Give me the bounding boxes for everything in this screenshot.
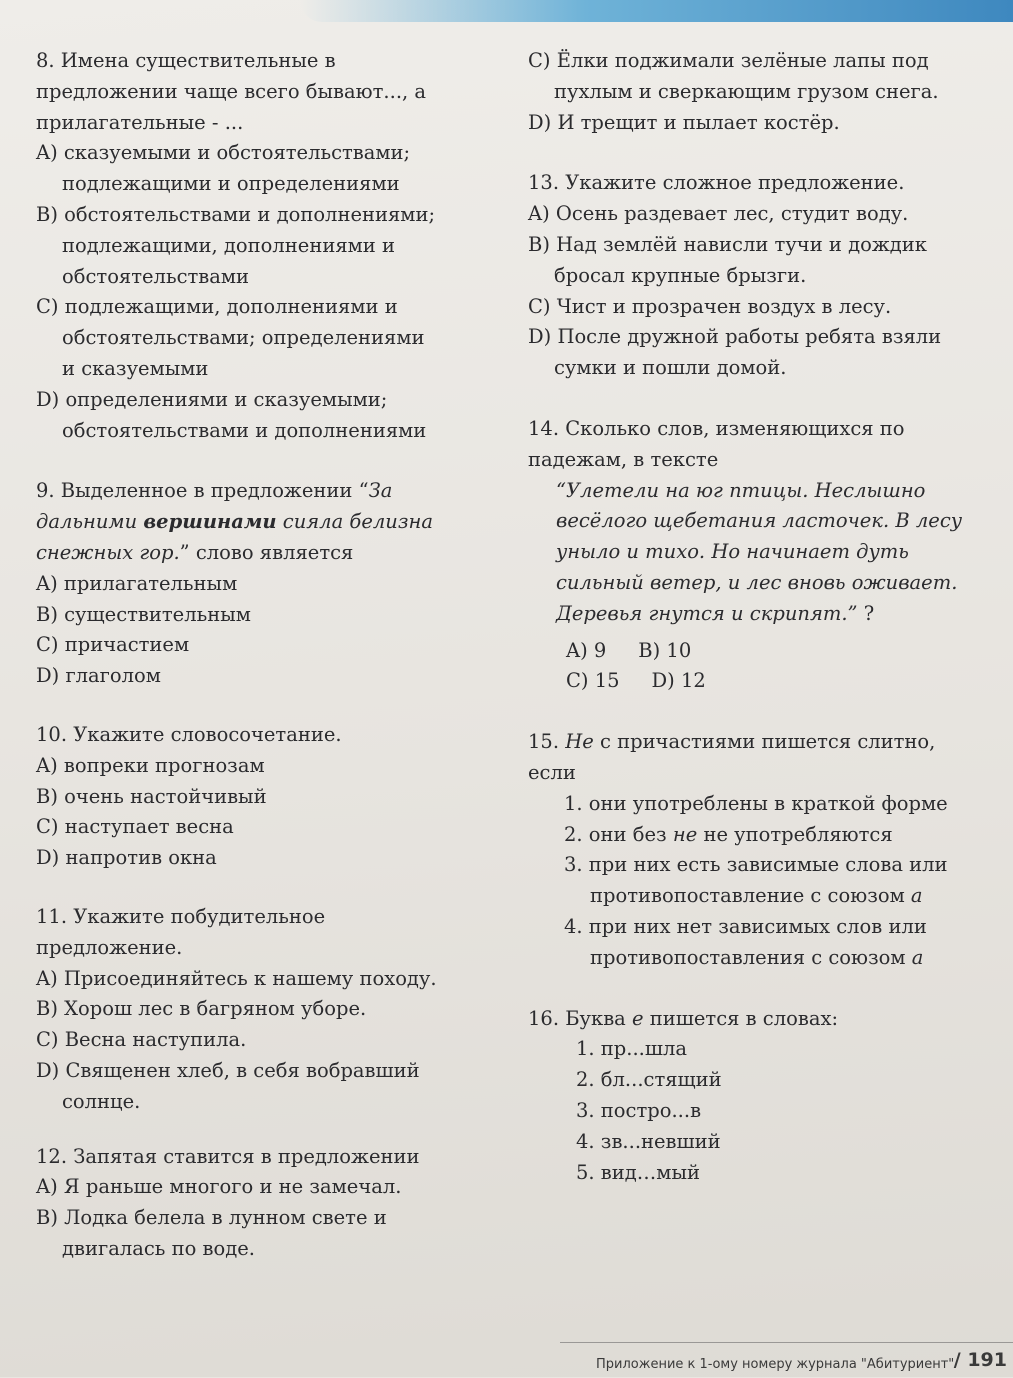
option-10d: D) напротив окна [36, 846, 217, 870]
option-13b: B) Над землёй нависли тучи и дождик бросал крупные брызги. [528, 232, 927, 287]
question-11 [36, 902, 476, 1118]
question-12-title: 12. Запятая ставится в предложении [36, 1144, 420, 1168]
left-column [36, 46, 476, 1287]
option-9a: A) прилагательным [36, 571, 238, 595]
question-12 [36, 1142, 476, 1265]
option-9c: C) причастием [36, 633, 190, 657]
option-14d: D) 12 [651, 669, 706, 693]
option-10b: B) очень настойчивый [36, 784, 267, 808]
option-16-5: 5. вид…мый [576, 1160, 700, 1184]
question-16-title: 16. Буква е пишется в словах: [528, 1006, 839, 1030]
question-13 [528, 168, 978, 384]
footer-text: Приложение к 1-ому номеру журнала "Абитуриент" [596, 1357, 955, 1372]
option-8a: A) сказуемыми и обстоятельствами; подлежащими и определениями [36, 141, 411, 196]
option-13a: A) Осень раздевает лес, студит воду. [528, 202, 909, 226]
option-10a: A) вопреки прогнозам [36, 753, 265, 777]
option-12d: D) И трещит и пылает костёр. [528, 110, 840, 134]
option-8b: B) обстоятельствами и дополнениями; подлежащими, дополнениями и обстоятельствами [36, 202, 436, 288]
question-11-title: 11. Укажите побудительное предложение. [36, 904, 326, 959]
option-12b: B) Лодка белела в лунном свете и двигалась по воде. [36, 1206, 387, 1260]
question-14 [528, 414, 978, 697]
question-8-title: 8. Имена существительные в предложении чаще всего бывают..., а прилагательные - ... [36, 49, 427, 134]
option-8d: D) определениями и сказуемыми; обстоятельствами и дополнениями [36, 387, 427, 442]
page-footer [560, 1342, 1013, 1378]
question-16 [528, 1004, 978, 1189]
question-8 [36, 46, 476, 446]
option-13d: D) После дружной работы ребята взяли сумки и пошли домой. [528, 325, 942, 380]
decorative-top-strip [300, 0, 1013, 22]
option-14c: C) 15 [566, 669, 620, 693]
options-14-row-1 [528, 636, 978, 667]
option-16-1: 1. пр...шла [576, 1037, 688, 1061]
option-8c: C) подлежащими, дополнениями и обстоятельствами; определениями и сказуемыми [36, 295, 425, 380]
question-10 [36, 720, 476, 874]
option-11a: A) Присоединяйтесь к нашему походу. [36, 966, 437, 990]
option-12c: C) Ёлки поджимали зелёные лапы под пухлым и сверкающим грузом снега. [528, 49, 939, 103]
question-9-title: 9. Выделенное в предложении “За дальними вершинами сияла белизна снежных гор.” слово является [36, 479, 433, 564]
option-11c: C) Весна наступила. [36, 1028, 247, 1052]
question-14-title: 14. Сколько слов, изменяющихся по падежам, в тексте [528, 416, 905, 471]
question-15 [528, 727, 978, 973]
option-15-3: 3. при них есть зависимые слова или противопоставление с союзом а [564, 853, 948, 908]
option-16-4: 4. зв...невший [576, 1129, 721, 1153]
option-9d: D) глаголом [36, 664, 161, 688]
option-14a: A) 9 [566, 638, 607, 662]
option-16-2: 2. бл...стящий [576, 1068, 722, 1092]
right-column [528, 46, 978, 1210]
options-14-row-2 [528, 666, 978, 697]
option-11b: B) Хорош лес в багряном уборе. [36, 997, 367, 1021]
option-14b: B) 10 [638, 638, 692, 662]
question-12-continued [528, 46, 978, 138]
question-15-title: 15. Не с причастиями пишется слитно, если [528, 730, 936, 784]
option-13c: C) Чист и прозрачен воздух в лесу. [528, 294, 892, 318]
option-11d: D) Священен хлеб, в себя вобравший солнце. [36, 1058, 420, 1113]
question-13-title: 13. Укажите сложное предложение. [528, 171, 905, 195]
option-16-3: 3. постро...в [576, 1098, 702, 1122]
option-15-4: 4. при них нет зависимых слов или противопоставления с союзом а [564, 914, 927, 969]
option-15-1: 1. они употреблены в краткой форме [564, 791, 948, 815]
question-10-title: 10. Укажите словосочетание. [36, 722, 342, 746]
question-9 [36, 476, 476, 692]
option-10c: C) наступает весна [36, 815, 234, 839]
option-9b: B) существительным [36, 602, 251, 626]
option-15-2: 2. они без не не употребляются [564, 822, 893, 846]
question-14-text: “Улетели на юг птицы. Неслышно весёлого щебетания ласточек. В лесу уныло и тихо. Но начинает дуть сильный ветер, и лес вновь оживает. Деревья гнутся и скрипят.” ? [556, 478, 963, 625]
page-number: / 191 [953, 1349, 1007, 1371]
option-12a: A) Я раньше многого и не замечал. [36, 1175, 402, 1199]
